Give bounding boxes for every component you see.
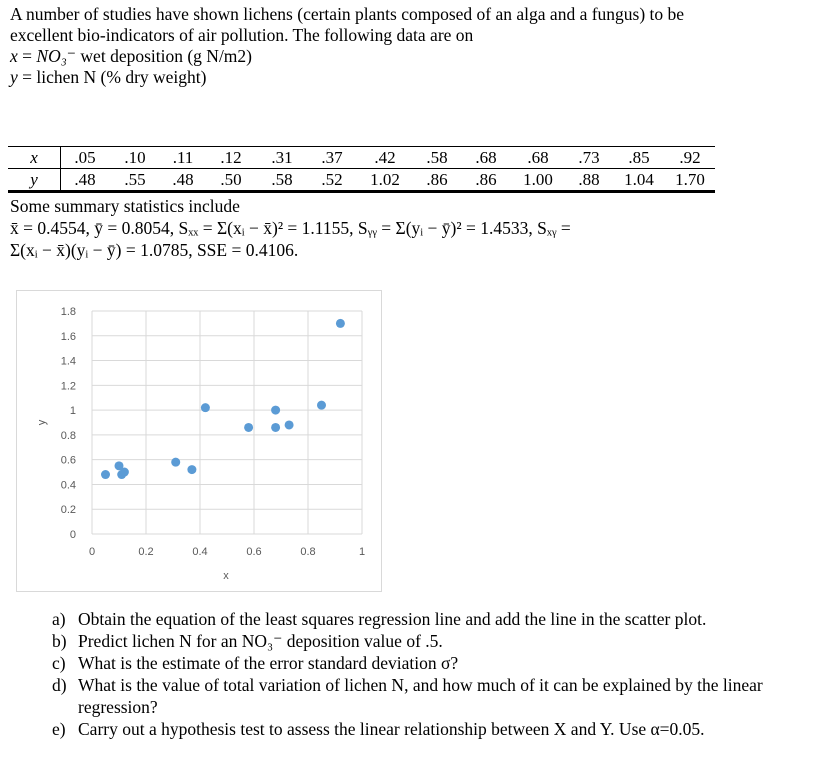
table-cell-x: .73 <box>565 147 613 169</box>
table-cell-x: .37 <box>307 147 357 169</box>
data-point <box>336 319 345 328</box>
question-text: Obtain the equation of the least squares regression line and add the line in the scatter plot. <box>78 609 707 629</box>
table-cell-y: 1.70 <box>665 169 715 192</box>
table-cell-x: .68 <box>461 147 511 169</box>
table-cell-y: 1.04 <box>613 169 665 192</box>
table-row-x <box>8 147 715 169</box>
x-tick-label: 0 <box>88 546 96 558</box>
data-point <box>317 401 326 410</box>
table-cell-x: .92 <box>665 147 715 169</box>
table-row-y <box>8 169 715 192</box>
data-point <box>120 468 129 477</box>
y-variable: y <box>10 67 18 87</box>
table-cell-x: .11 <box>161 147 205 169</box>
intro-line-3 <box>10 46 825 67</box>
table-cell-x: .42 <box>357 147 413 169</box>
table-cell-y: .52 <box>307 169 357 192</box>
data-point <box>101 470 110 479</box>
data-point <box>244 423 253 432</box>
summary-heading: Some summary statistics include <box>10 196 240 216</box>
y-tick-label: 0.4 <box>60 479 76 492</box>
x-definition: wet deposition (g N/m2) <box>76 46 252 66</box>
table-cell-x: .31 <box>257 147 307 169</box>
table-cell-x: .85 <box>613 147 665 169</box>
data-table <box>8 146 715 193</box>
x-tick-label: 1 <box>358 546 366 558</box>
data-point <box>285 420 294 429</box>
scatter-chart <box>16 290 382 592</box>
data-point <box>271 406 280 415</box>
question-text: What is the value of total variation of lichen N, and how much of it can be explained by the linear regression? <box>78 675 763 717</box>
question-list <box>52 608 822 740</box>
question-item <box>52 652 822 674</box>
table-cell-y: 1.02 <box>357 169 413 192</box>
problem-intro <box>10 4 825 88</box>
x-tick-label: 0.4 <box>192 546 208 558</box>
data-point <box>171 458 180 467</box>
question-item <box>52 608 822 630</box>
table-cell-x: .12 <box>205 147 257 169</box>
table-cell-y: .58 <box>257 169 307 192</box>
table-cell-y: .86 <box>461 169 511 192</box>
data-point <box>187 465 196 474</box>
data-point <box>271 423 280 432</box>
question-item <box>52 630 822 652</box>
row-label-y: y <box>8 169 61 192</box>
equals-sign: = <box>17 46 37 66</box>
table-cell-y: .88 <box>565 169 613 192</box>
table-cell-y: .86 <box>413 169 461 192</box>
question-text: Predict lichen N for an NO₃⁻ deposition value of .5. <box>78 631 443 651</box>
x-axis-label: x <box>223 570 229 582</box>
question-marker: d) <box>52 675 67 695</box>
data-point <box>201 403 210 412</box>
question-item <box>52 718 822 740</box>
intro-line-1: A number of studies have shown lichens (certain plants composed of an alga and a fungus) to be <box>10 4 685 24</box>
question-item <box>52 674 822 718</box>
y-tick-label: 1.8 <box>60 306 76 318</box>
x-tick-label: 0.2 <box>138 546 154 558</box>
x-variable: x <box>10 46 18 66</box>
y-tick-label: 0.2 <box>60 504 76 517</box>
x-tick-label: 0.8 <box>300 546 316 558</box>
table-cell-y: .48 <box>61 169 110 192</box>
y-tick-label: 1.6 <box>60 330 76 343</box>
y-definition: = lichen N (% dry weight) <box>17 67 207 87</box>
intro-line-4 <box>10 67 825 88</box>
table-cell-y: .50 <box>205 169 257 192</box>
table-cell-x: .10 <box>109 147 161 169</box>
summary-line-1: x̄ = 0.4554, ȳ = 0.8054, Sₓₓ = Σ(xᵢ − x̄)² = 1.1155, Sᵧᵧ = Σ(yᵢ − ȳ)² = 1.4533, Sₓᵧ = <box>10 218 571 238</box>
table-cell-y: 1.00 <box>511 169 565 192</box>
table-cell-x: .58 <box>413 147 461 169</box>
table-cell-x: .68 <box>511 147 565 169</box>
y-axis-label: y <box>36 419 48 426</box>
question-marker: e) <box>52 719 66 739</box>
row-label-x: x <box>8 147 61 169</box>
intro-line-2: excellent bio-indicators of air pollution. The following data are on <box>10 25 474 45</box>
question-text: What is the estimate of the error standard deviation σ? <box>78 653 459 673</box>
question-marker: a) <box>52 609 66 629</box>
question-marker: c) <box>52 653 66 673</box>
x-tick-label: 0.6 <box>246 546 262 558</box>
scatter-plot-svg <box>17 291 381 591</box>
nitrate-formula: NO₃⁻ <box>36 46 77 66</box>
y-tick-label: 1.4 <box>60 355 76 368</box>
table-cell-y: .48 <box>161 169 205 192</box>
y-tick-label: 1 <box>69 405 76 418</box>
summary-statistics <box>10 195 825 261</box>
question-marker: b) <box>52 631 67 651</box>
summary-line-2: Σ(xᵢ − x̄)(yᵢ − ȳ) = 1.0785, SSE = 0.4106. <box>10 240 299 260</box>
y-tick-label: 1.2 <box>60 380 76 393</box>
table-cell-x: .05 <box>61 147 110 169</box>
table-cell-y: .55 <box>109 169 161 192</box>
y-tick-label: 0.8 <box>60 429 76 442</box>
y-tick-label: 0 <box>69 529 76 541</box>
y-tick-label: 0.6 <box>60 454 76 467</box>
question-text: Carry out a hypothesis test to assess the linear relationship between X and Y. Use α=0.05. <box>78 719 705 739</box>
